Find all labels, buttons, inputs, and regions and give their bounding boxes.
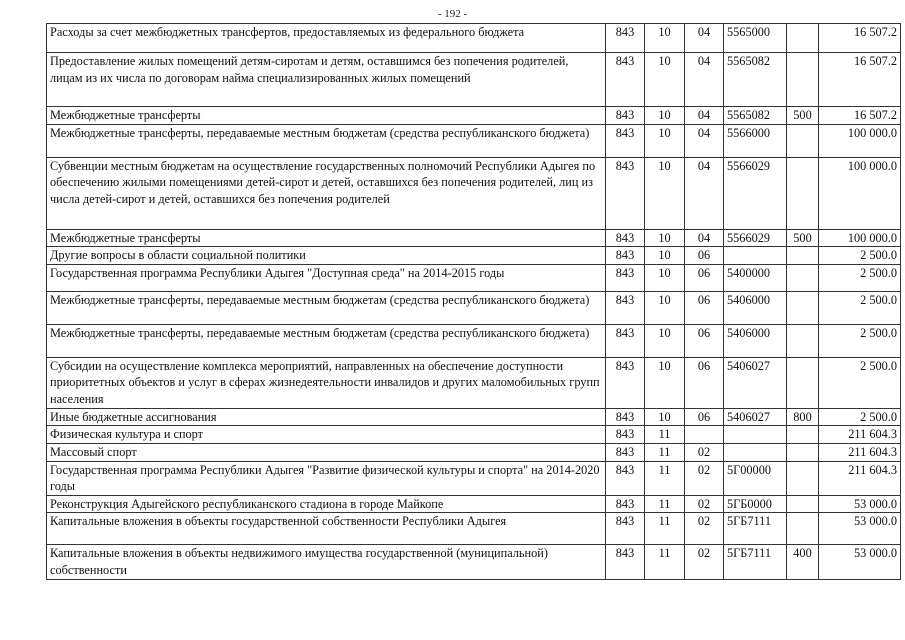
row-section-cell: 10 <box>645 291 685 324</box>
row-subsection-cell: 02 <box>685 513 724 545</box>
row-section-cell: 10 <box>645 264 685 291</box>
row-name-cell: Межбюджетные трансферты <box>47 229 606 247</box>
row-ved-cell: 843 <box>606 461 645 495</box>
row-ved-cell: 843 <box>606 53 645 107</box>
row-section-cell: 11 <box>645 461 685 495</box>
row-target-code-cell: 5565000 <box>724 24 787 53</box>
row-expense-type-cell <box>787 461 819 495</box>
row-amount-cell: 100 000.0 <box>819 229 901 247</box>
row-amount-cell: 100 000.0 <box>819 157 901 229</box>
row-name-cell: Межбюджетные трансферты, передаваемые местным бюджетам (средства республиканского бюджета) <box>47 124 606 157</box>
row-name-cell: Субсидии на осуществление комплекса мероприятий, направленных на обеспечение доступности приоритетных объектов и услуг в сферах жизнедеятельности инвалидов и других маломобильных групп населения <box>47 357 606 408</box>
row-target-code-cell <box>724 443 787 461</box>
row-name-cell: Массовый спорт <box>47 443 606 461</box>
row-name-cell: Субвенции местным бюджетам на осуществление государственных полномочий Республики Адыгея по обеспечению жилыми помещениями детей-сирот и детей, оставшихся без попечения родителей, лиц из числа детей-сирот и детей, оставшихся без попечения родителей <box>47 157 606 229</box>
table-row <box>47 53 901 107</box>
row-subsection-cell: 02 <box>685 461 724 495</box>
row-expense-type-cell <box>787 264 819 291</box>
row-target-code-cell: 5406000 <box>724 324 787 357</box>
table-row <box>47 495 901 513</box>
row-subsection-cell: 02 <box>685 495 724 513</box>
row-section-cell: 10 <box>645 324 685 357</box>
row-name-cell: Реконструкция Адыгейского республиканского стадиона в городе Майкопе <box>47 495 606 513</box>
row-target-code-cell: 5ГБ0000 <box>724 495 787 513</box>
table-row <box>47 443 901 461</box>
row-subsection-cell: 06 <box>685 357 724 408</box>
row-name-cell: Иные бюджетные ассигнования <box>47 408 606 426</box>
row-ved-cell: 843 <box>606 229 645 247</box>
row-section-cell: 10 <box>645 53 685 107</box>
row-name-cell: Государственная программа Республики Адыгея "Развитие физической культуры и спорта" на 2014-2020 годы <box>47 461 606 495</box>
row-subsection-cell: 06 <box>685 264 724 291</box>
row-amount-cell: 16 507.2 <box>819 107 901 125</box>
row-ved-cell: 843 <box>606 513 645 545</box>
row-name-cell: Капитальные вложения в объекты недвижимого имущества государственной (муниципальной) собственности <box>47 545 606 580</box>
row-target-code-cell: 5406027 <box>724 408 787 426</box>
table-row <box>47 157 901 229</box>
table-row <box>47 124 901 157</box>
row-expense-type-cell <box>787 157 819 229</box>
row-amount-cell: 2 500.0 <box>819 357 901 408</box>
row-ved-cell: 843 <box>606 107 645 125</box>
table-row <box>47 107 901 125</box>
budget-table <box>46 23 901 580</box>
row-name-cell: Государственная программа Республики Адыгея "Доступная среда" на 2014-2015 годы <box>47 264 606 291</box>
row-amount-cell: 53 000.0 <box>819 513 901 545</box>
row-target-code-cell: 5ГБ7111 <box>724 513 787 545</box>
row-ved-cell: 843 <box>606 495 645 513</box>
row-subsection-cell: 04 <box>685 229 724 247</box>
table-row <box>47 291 901 324</box>
row-section-cell: 10 <box>645 229 685 247</box>
row-name-cell: Другие вопросы в области социальной политики <box>47 247 606 265</box>
row-expense-type-cell <box>787 495 819 513</box>
table-row <box>47 357 901 408</box>
row-name-cell: Межбюджетные трансферты <box>47 107 606 125</box>
row-target-code-cell <box>724 247 787 265</box>
row-ved-cell: 843 <box>606 545 645 580</box>
row-expense-type-cell <box>787 24 819 53</box>
row-amount-cell: 211 604.3 <box>819 426 901 444</box>
row-name-cell: Предоставление жилых помещений детям-сиротам и детям, оставшимся без попечения родителей, лицам из их числа по договорам найма специализированных жилых помещений <box>47 53 606 107</box>
row-ved-cell: 843 <box>606 157 645 229</box>
row-name-cell: Физическая культура и спорт <box>47 426 606 444</box>
row-section-cell: 11 <box>645 545 685 580</box>
row-expense-type-cell: 400 <box>787 545 819 580</box>
table-row <box>47 229 901 247</box>
row-target-code-cell: 5566029 <box>724 157 787 229</box>
row-target-code-cell: 5566029 <box>724 229 787 247</box>
row-section-cell: 11 <box>645 495 685 513</box>
row-section-cell: 10 <box>645 247 685 265</box>
row-target-code-cell: 5400000 <box>724 264 787 291</box>
row-name-cell: Межбюджетные трансферты, передаваемые местным бюджетам (средства республиканского бюджета) <box>47 291 606 324</box>
table-row <box>47 264 901 291</box>
row-amount-cell: 2 500.0 <box>819 264 901 291</box>
row-ved-cell: 843 <box>606 408 645 426</box>
row-expense-type-cell <box>787 53 819 107</box>
row-section-cell: 10 <box>645 107 685 125</box>
row-expense-type-cell <box>787 443 819 461</box>
row-subsection-cell: 06 <box>685 291 724 324</box>
row-expense-type-cell <box>787 357 819 408</box>
row-ved-cell: 843 <box>606 357 645 408</box>
row-amount-cell: 16 507.2 <box>819 53 901 107</box>
row-name-cell: Расходы за счет межбюджетных трансфертов, предоставляемых из федерального бюджета <box>47 24 606 53</box>
row-expense-type-cell <box>787 124 819 157</box>
row-ved-cell: 843 <box>606 124 645 157</box>
row-expense-type-cell: 500 <box>787 107 819 125</box>
row-subsection-cell: 04 <box>685 107 724 125</box>
row-ved-cell: 843 <box>606 443 645 461</box>
row-section-cell: 10 <box>645 24 685 53</box>
row-ved-cell: 843 <box>606 247 645 265</box>
row-subsection-cell: 06 <box>685 324 724 357</box>
row-target-code-cell: 5565082 <box>724 53 787 107</box>
row-subsection-cell: 04 <box>685 157 724 229</box>
row-amount-cell: 2 500.0 <box>819 291 901 324</box>
table-row <box>47 408 901 426</box>
row-amount-cell: 2 500.0 <box>819 247 901 265</box>
row-target-code-cell: 5406027 <box>724 357 787 408</box>
row-target-code-cell: 5406000 <box>724 291 787 324</box>
row-subsection-cell: 04 <box>685 24 724 53</box>
row-amount-cell: 53 000.0 <box>819 545 901 580</box>
row-target-code-cell: 5566000 <box>724 124 787 157</box>
row-section-cell: 10 <box>645 408 685 426</box>
table-row <box>47 426 901 444</box>
row-section-cell: 11 <box>645 443 685 461</box>
table-row <box>47 324 901 357</box>
page-number: - 192 - <box>437 8 468 20</box>
row-expense-type-cell: 500 <box>787 229 819 247</box>
row-ved-cell: 843 <box>606 426 645 444</box>
row-ved-cell: 843 <box>606 291 645 324</box>
table-row <box>47 513 901 545</box>
row-target-code-cell <box>724 426 787 444</box>
row-ved-cell: 843 <box>606 24 645 53</box>
row-target-code-cell: 5ГБ7111 <box>724 545 787 580</box>
row-subsection-cell: 04 <box>685 53 724 107</box>
row-amount-cell: 211 604.3 <box>819 443 901 461</box>
row-section-cell: 11 <box>645 513 685 545</box>
row-name-cell: Межбюджетные трансферты, передаваемые местным бюджетам (средства республиканского бюджета) <box>47 324 606 357</box>
row-expense-type-cell <box>787 247 819 265</box>
row-section-cell: 10 <box>645 357 685 408</box>
row-subsection-cell: 06 <box>685 408 724 426</box>
row-amount-cell: 2 500.0 <box>819 324 901 357</box>
row-expense-type-cell <box>787 513 819 545</box>
row-expense-type-cell <box>787 426 819 444</box>
row-subsection-cell: 02 <box>685 545 724 580</box>
row-section-cell: 10 <box>645 157 685 229</box>
row-expense-type-cell <box>787 324 819 357</box>
table-row <box>47 461 901 495</box>
row-expense-type-cell <box>787 291 819 324</box>
row-amount-cell: 100 000.0 <box>819 124 901 157</box>
row-subsection-cell: 02 <box>685 443 724 461</box>
row-ved-cell: 843 <box>606 264 645 291</box>
table-row <box>47 24 901 53</box>
table-row <box>47 247 901 265</box>
row-target-code-cell: 5Г00000 <box>724 461 787 495</box>
row-ved-cell: 843 <box>606 324 645 357</box>
row-expense-type-cell: 800 <box>787 408 819 426</box>
row-amount-cell: 16 507.2 <box>819 24 901 53</box>
row-subsection-cell: 04 <box>685 124 724 157</box>
row-subsection-cell <box>685 426 724 444</box>
row-name-cell: Капитальные вложения в объекты государственной собственности Республики Адыгея <box>47 513 606 545</box>
row-section-cell: 10 <box>645 124 685 157</box>
row-amount-cell: 211 604.3 <box>819 461 901 495</box>
row-section-cell: 11 <box>645 426 685 444</box>
row-amount-cell: 53 000.0 <box>819 495 901 513</box>
row-subsection-cell: 06 <box>685 247 724 265</box>
row-target-code-cell: 5565082 <box>724 107 787 125</box>
row-amount-cell: 2 500.0 <box>819 408 901 426</box>
table-row <box>47 545 901 580</box>
